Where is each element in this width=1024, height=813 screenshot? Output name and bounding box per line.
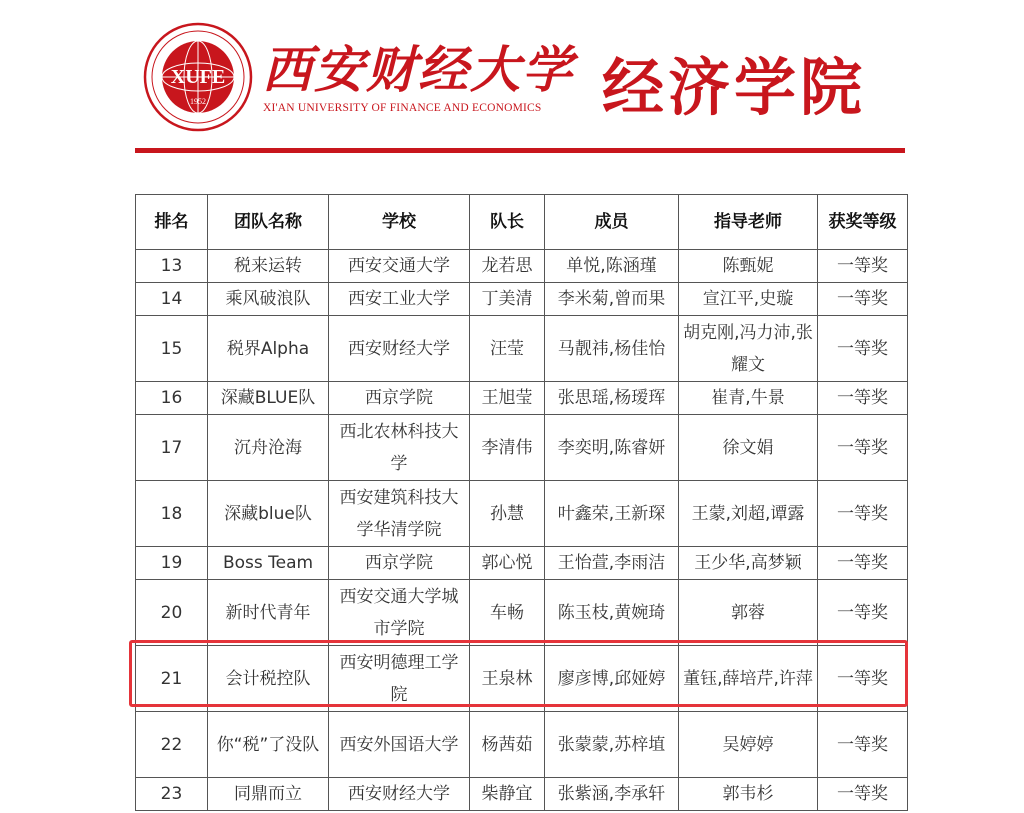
cell-captain: 杨茜茹 [470, 712, 545, 778]
cell-rank: 20 [136, 580, 208, 646]
cell-captain: 孙慧 [470, 481, 545, 547]
cell-captain: 李清伟 [470, 415, 545, 481]
cell-school: 西安交通大学城市学院 [329, 580, 470, 646]
table-row [136, 712, 908, 778]
cell-school: 西安财经大学 [329, 316, 470, 382]
cell-rank: 18 [136, 481, 208, 547]
cell-captain: 龙若思 [470, 250, 545, 283]
cell-rank: 16 [136, 382, 208, 415]
cell-team: 深藏BLUE队 [208, 382, 329, 415]
cell-captain: 车畅 [470, 580, 545, 646]
cell-members: 李奕明,陈睿妍 [545, 415, 679, 481]
table-row [136, 316, 908, 382]
cell-rank: 15 [136, 316, 208, 382]
university-name-cn: 西安财经大学 [262, 40, 574, 99]
seal-text: XUFE [170, 66, 226, 88]
header-advisor: 指导老师 [679, 195, 818, 250]
cell-team: 沉舟沧海 [208, 415, 329, 481]
cell-school: 西安外国语大学 [329, 712, 470, 778]
cell-school: 西北农林科技大学 [329, 415, 470, 481]
cell-members: 廖彦博,邱娅婷 [545, 646, 679, 712]
header-team: 团队名称 [208, 195, 329, 250]
table-row [136, 415, 908, 481]
seal-year: 1952 [190, 97, 206, 106]
cell-award: 一等奖 [818, 283, 908, 316]
cell-school: 西安交通大学 [329, 250, 470, 283]
university-seal-logo [143, 22, 253, 132]
cell-school: 西京学院 [329, 382, 470, 415]
cell-captain: 丁美清 [470, 283, 545, 316]
table-row [136, 481, 908, 547]
table-row [136, 382, 908, 415]
cell-rank: 13 [136, 250, 208, 283]
cell-school: 西安财经大学 [329, 778, 470, 811]
cell-award: 一等奖 [818, 382, 908, 415]
cell-advisor: 崔青,牛景 [679, 382, 818, 415]
cell-members: 张思瑶,杨瑷珲 [545, 382, 679, 415]
cell-members: 李米菊,曾而果 [545, 283, 679, 316]
table-row [136, 250, 908, 283]
cell-members: 叶鑫荣,王新琛 [545, 481, 679, 547]
cell-rank: 23 [136, 778, 208, 811]
cell-captain: 柴静宜 [470, 778, 545, 811]
department-name: 经济学院 [602, 51, 867, 124]
cell-advisor: 吴婷婷 [679, 712, 818, 778]
cell-rank: 14 [136, 283, 208, 316]
cell-team: 你“税”了没队 [208, 712, 329, 778]
cell-advisor: 胡克刚,冯力沛,张耀文 [679, 316, 818, 382]
table-row [136, 547, 908, 580]
cell-advisor: 董钰,薛培芹,许萍 [679, 646, 818, 712]
cell-advisor: 王少华,高梦颖 [679, 547, 818, 580]
cell-captain: 王旭莹 [470, 382, 545, 415]
cell-advisor: 宣江平,史璇 [679, 283, 818, 316]
letterhead [0, 0, 1024, 165]
cell-award: 一等奖 [818, 481, 908, 547]
header-school: 学校 [329, 195, 470, 250]
cell-captain: 汪莹 [470, 316, 545, 382]
cell-school: 西安建筑科技大学华清学院 [329, 481, 470, 547]
cell-school: 西安明德理工学院 [329, 646, 470, 712]
cell-advisor: 徐文娟 [679, 415, 818, 481]
cell-rank: 17 [136, 415, 208, 481]
university-name-en: XI'AN UNIVERSITY OF FINANCE AND ECONOMICS [263, 102, 542, 114]
cell-award: 一等奖 [818, 646, 908, 712]
table-header-row [136, 195, 908, 250]
cell-members: 陈玉枝,黄婉琦 [545, 580, 679, 646]
cell-school: 西安工业大学 [329, 283, 470, 316]
award-results-table [135, 194, 908, 811]
header-members: 成员 [545, 195, 679, 250]
cell-award: 一等奖 [818, 712, 908, 778]
cell-members: 张紫涵,李承轩 [545, 778, 679, 811]
cell-award: 一等奖 [818, 778, 908, 811]
cell-captain: 郭心悦 [470, 547, 545, 580]
header-divider [135, 148, 905, 153]
cell-members: 单悦,陈涵瑾 [545, 250, 679, 283]
header-award: 获奖等级 [818, 195, 908, 250]
cell-advisor: 王蒙,刘超,谭露 [679, 481, 818, 547]
cell-rank: 21 [136, 646, 208, 712]
cell-captain: 王泉林 [470, 646, 545, 712]
cell-members: 马靓祎,杨佳怡 [545, 316, 679, 382]
header-rank: 排名 [136, 195, 208, 250]
cell-team: 乘风破浪队 [208, 283, 329, 316]
cell-team: 会计税控队 [208, 646, 329, 712]
cell-members: 张蒙蒙,苏梓埴 [545, 712, 679, 778]
cell-rank: 19 [136, 547, 208, 580]
cell-team: Boss Team [208, 547, 329, 580]
cell-award: 一等奖 [818, 316, 908, 382]
cell-rank: 22 [136, 712, 208, 778]
table-row [136, 778, 908, 811]
cell-team: 税来运转 [208, 250, 329, 283]
table-row [136, 283, 908, 316]
cell-advisor: 陈甄妮 [679, 250, 818, 283]
cell-team: 新时代青年 [208, 580, 329, 646]
cell-team: 税界Alpha [208, 316, 329, 382]
cell-award: 一等奖 [818, 580, 908, 646]
cell-members: 王怡萱,李雨洁 [545, 547, 679, 580]
highlight-box [129, 640, 908, 707]
cell-advisor: 郭韦杉 [679, 778, 818, 811]
cell-award: 一等奖 [818, 547, 908, 580]
cell-team: 同鼎而立 [208, 778, 329, 811]
cell-award: 一等奖 [818, 250, 908, 283]
cell-award: 一等奖 [818, 415, 908, 481]
table-row [136, 580, 908, 646]
cell-school: 西京学院 [329, 547, 470, 580]
header-captain: 队长 [470, 195, 545, 250]
cell-team: 深藏blue队 [208, 481, 329, 547]
cell-advisor: 郭蓉 [679, 580, 818, 646]
